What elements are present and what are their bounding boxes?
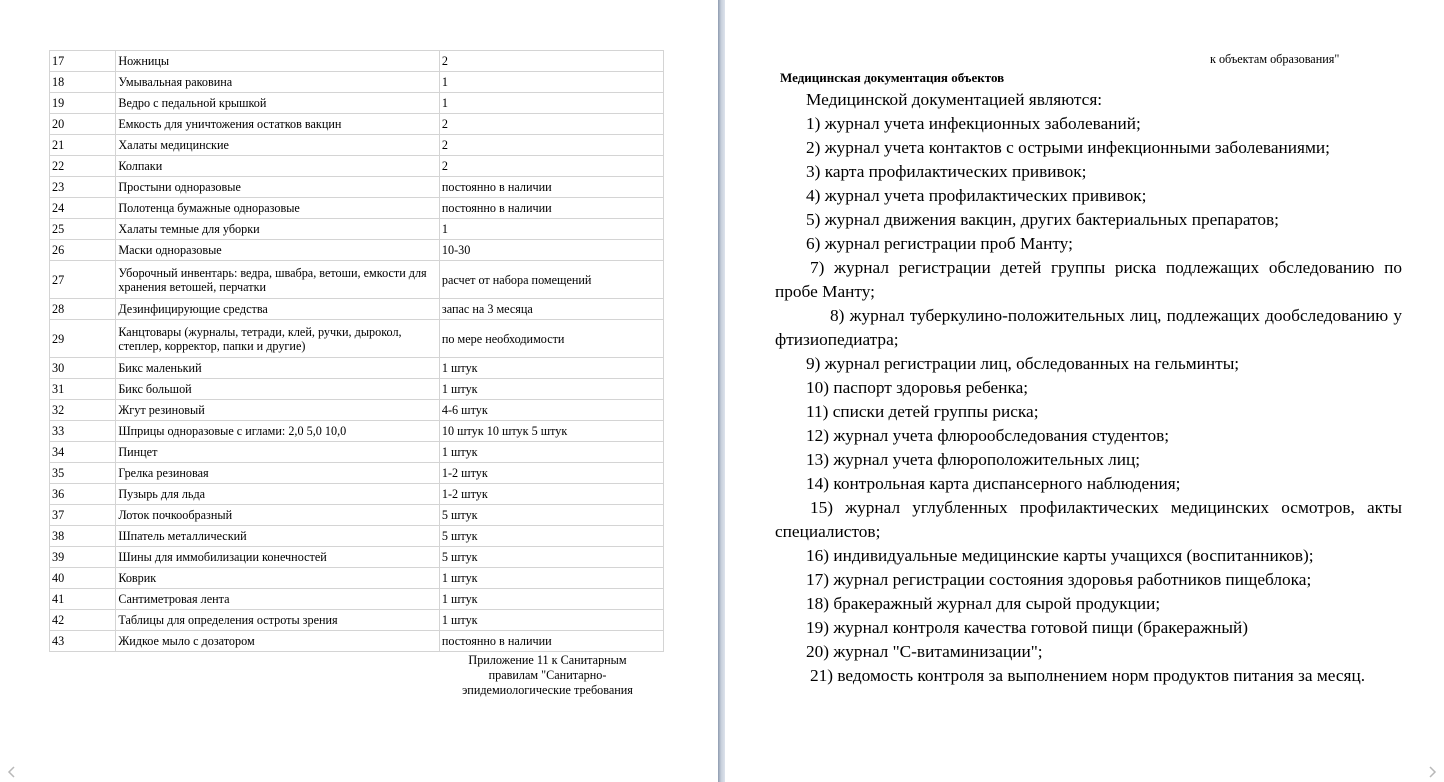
item-name-cell: Бикс большой: [116, 379, 440, 400]
row-number-cell: 38: [50, 526, 116, 547]
row-number-cell: 40: [50, 568, 116, 589]
item-name-cell: Шпатель металлический: [116, 526, 440, 547]
row-number-cell: 26: [50, 240, 116, 261]
list-item: 18) бракеражный журнал для сырой продукции;: [806, 594, 1161, 613]
table-row: [50, 240, 664, 261]
quantity-cell: 1 штук: [439, 610, 663, 631]
quantity-cell: 5 штук: [439, 547, 663, 568]
list-item: 4) журнал учета профилактических прививок;: [806, 186, 1147, 205]
row-number-cell: 20: [50, 114, 116, 135]
row-number-cell: 42: [50, 610, 116, 631]
quantity-cell: постоянно в наличии: [439, 177, 663, 198]
quantity-cell: 2: [439, 114, 663, 135]
list-item: 2) журнал учета контактов с острыми инфекционными заболеваниями;: [806, 138, 1330, 157]
list-item: 5) журнал движения вакцин, других бактериальных препаратов;: [806, 210, 1279, 229]
section-heading: Медицинская документация объектов: [780, 70, 1005, 85]
table-row: [50, 320, 664, 358]
list-item: 8) журнал туберкулино-положительных лиц, подлежащих дообследованию у фтизиопедиатра;: [775, 306, 1402, 349]
list-item: 9) журнал регистрации лиц, обследованных на гельминты;: [806, 354, 1240, 373]
list-item: 21) ведомость контроля за выполнением норм продуктов питания за месяц.: [810, 666, 1366, 685]
row-number-cell: 17: [50, 51, 116, 72]
table-row: [50, 526, 664, 547]
item-name-cell: Сантиметровая лента: [116, 589, 440, 610]
table-row: [50, 299, 664, 320]
quantity-cell: 2: [439, 135, 663, 156]
caption-line: правилам "Санитарно-: [488, 668, 607, 682]
arrow-right-icon[interactable]: [1426, 766, 1438, 778]
item-name-cell: Канцтовары (журналы, тетради, клей, ручки, дырокол, степлер, корректор, папки и другие): [116, 320, 440, 358]
quantity-cell: запас на 3 месяца: [439, 299, 663, 320]
row-number-cell: 30: [50, 358, 116, 379]
table-row: [50, 198, 664, 219]
table-row: [50, 484, 664, 505]
document-body: [775, 88, 1402, 688]
table-row: [50, 379, 664, 400]
quantity-cell: 5 штук: [439, 526, 663, 547]
intro-paragraph: Медицинской документацией являются:: [806, 90, 1103, 109]
row-number-cell: 32: [50, 400, 116, 421]
row-number-cell: 28: [50, 299, 116, 320]
item-name-cell: Лоток почкообразный: [116, 505, 440, 526]
list-item: 15) журнал углубленных профилактических медицинских осмотров, акты специалистов;: [775, 498, 1402, 541]
item-name-cell: Маски одноразовые: [116, 240, 440, 261]
running-header: к объектам образования": [1210, 52, 1340, 66]
item-name-cell: Халаты темные для уборки: [116, 219, 440, 240]
quantity-cell: 1 штук: [439, 358, 663, 379]
table-row: [50, 589, 664, 610]
row-number-cell: 34: [50, 442, 116, 463]
quantity-cell: 2: [439, 51, 663, 72]
row-number-cell: 35: [50, 463, 116, 484]
table-row: [50, 219, 664, 240]
item-name-cell: Грелка резиновая: [116, 463, 440, 484]
row-number-cell: 41: [50, 589, 116, 610]
table-row: [50, 72, 664, 93]
quantity-cell: 1: [439, 72, 663, 93]
list-item: 10) паспорт здоровья ребенка;: [806, 378, 1029, 397]
item-name-cell: Пузырь для льда: [116, 484, 440, 505]
list-item: 11) списки детей группы риска;: [806, 402, 1039, 421]
left-page: [0, 0, 718, 782]
list-item: 14) контрольная карта диспансерного наблюдения;: [806, 474, 1181, 493]
quantity-cell: по мере необходимости: [439, 320, 663, 358]
table-row: [50, 358, 664, 379]
list-item: 3) карта профилактических прививок;: [806, 162, 1087, 181]
row-number-cell: 23: [50, 177, 116, 198]
item-name-cell: Жидкое мыло с дозатором: [116, 631, 440, 652]
row-number-cell: 22: [50, 156, 116, 177]
item-name-cell: Таблицы для определения остроты зрения: [116, 610, 440, 631]
item-name-cell: Пинцет: [116, 442, 440, 463]
list-item: 7) журнал регистрации детей группы риска подлежащих обследованию по пробе Манту;: [775, 258, 1402, 301]
item-name-cell: Халаты медицинские: [116, 135, 440, 156]
table-row: [50, 156, 664, 177]
caption-line: эпидемиологические требования: [462, 683, 633, 697]
list-item: 13) журнал учета флюроположительных лиц;: [806, 450, 1141, 469]
table-row: [50, 505, 664, 526]
row-number-cell: 24: [50, 198, 116, 219]
table-row: [50, 135, 664, 156]
list-item: 12) журнал учета флюрообследования студентов;: [806, 426, 1170, 445]
table-row: [50, 442, 664, 463]
quantity-cell: 1 штук: [439, 379, 663, 400]
quantity-cell: постоянно в наличии: [439, 631, 663, 652]
list-item: 16) индивидуальные медицинские карты учащихся (воспитанников);: [806, 546, 1314, 565]
item-name-cell: Шины для иммобилизации конечностей: [116, 547, 440, 568]
row-number-cell: 21: [50, 135, 116, 156]
table-row: [50, 610, 664, 631]
row-number-cell: 25: [50, 219, 116, 240]
row-number-cell: 18: [50, 72, 116, 93]
table-row: [50, 400, 664, 421]
page-divider: [718, 0, 725, 782]
list-item: 1) журнал учета инфекционных заболеваний;: [806, 114, 1141, 133]
equipment-table: [49, 50, 664, 652]
table-row: [50, 631, 664, 652]
quantity-cell: 10 штук 10 штук 5 штук: [439, 421, 663, 442]
table-row: [50, 463, 664, 484]
quantity-cell: 1 штук: [439, 589, 663, 610]
item-name-cell: Умывальная раковина: [116, 72, 440, 93]
item-name-cell: Ножницы: [116, 51, 440, 72]
row-number-cell: 43: [50, 631, 116, 652]
row-number-cell: 31: [50, 379, 116, 400]
item-name-cell: Колпаки: [116, 156, 440, 177]
quantity-cell: расчет от набора помещений: [439, 261, 663, 299]
list-item: 6) журнал регистрации проб Манту;: [806, 234, 1073, 253]
item-name-cell: Коврик: [116, 568, 440, 589]
quantity-cell: 1-2 штук: [439, 484, 663, 505]
item-name-cell: Полотенца бумажные одноразовые: [116, 198, 440, 219]
row-number-cell: 39: [50, 547, 116, 568]
item-name-cell: Дезинфицирующие средства: [116, 299, 440, 320]
item-name-cell: Жгут резиновый: [116, 400, 440, 421]
arrow-left-icon[interactable]: [6, 766, 18, 778]
item-name-cell: Простыни одноразовые: [116, 177, 440, 198]
row-number-cell: 27: [50, 261, 116, 299]
list-item: 17) журнал регистрации состояния здоровья работников пищеблока;: [806, 570, 1312, 589]
row-number-cell: 19: [50, 93, 116, 114]
quantity-cell: 4-6 штук: [439, 400, 663, 421]
caption-line: Приложение 11 к Санитарным: [468, 653, 627, 667]
quantity-cell: 1: [439, 219, 663, 240]
item-name-cell: Бикс маленький: [116, 358, 440, 379]
quantity-cell: 1 штук: [439, 568, 663, 589]
quantity-cell: 5 штук: [439, 505, 663, 526]
table-row: [50, 114, 664, 135]
row-number-cell: 29: [50, 320, 116, 358]
table-row: [50, 421, 664, 442]
item-name-cell: Шприцы одноразовые с иглами: 2,0 5,0 10,0: [116, 421, 440, 442]
item-name-cell: Уборочный инвентарь: ведра, швабра, ветоши, емкости для хранения ветошей, перчатки: [116, 261, 440, 299]
table-row: [50, 568, 664, 589]
quantity-cell: 10-30: [439, 240, 663, 261]
table-row: [50, 93, 664, 114]
table-row: [50, 177, 664, 198]
table-row: [50, 51, 664, 72]
quantity-cell: 1-2 штук: [439, 463, 663, 484]
row-number-cell: 36: [50, 484, 116, 505]
quantity-cell: 2: [439, 156, 663, 177]
row-number-cell: 37: [50, 505, 116, 526]
list-item: 19) журнал контроля качества готовой пищи (бракеражный): [806, 618, 1249, 637]
table-row: [50, 547, 664, 568]
item-name-cell: Ведро с педальной крышкой: [116, 93, 440, 114]
quantity-cell: постоянно в наличии: [439, 198, 663, 219]
table-row: [50, 261, 664, 299]
quantity-cell: 1: [439, 93, 663, 114]
quantity-cell: 1 штук: [439, 442, 663, 463]
item-name-cell: Емкость для уничтожения остатков вакцин: [116, 114, 440, 135]
appendix-caption: [440, 653, 655, 698]
list-item: 20) журнал "С-витаминизации";: [806, 642, 1043, 661]
row-number-cell: 33: [50, 421, 116, 442]
